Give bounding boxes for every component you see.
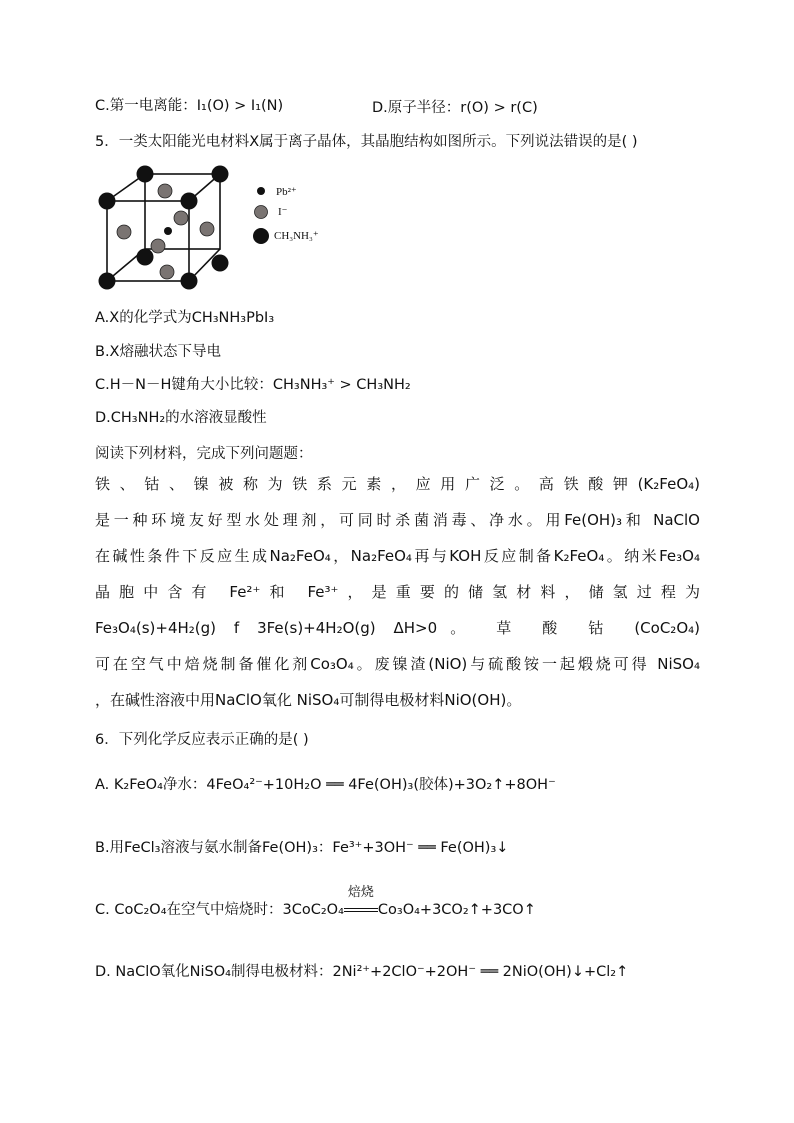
crystal-cell-figure [95,160,335,295]
q6-option-a: A. K₂FeO₄净水：4FeO₄²⁻+10H₂O ══ 4Fe(OH)₃(胶体)+3O₂↑+8OH⁻ [95,777,556,793]
reading-line: 可在空气中焙烧制备催化剂Co₃O₄。废镍渣(NiO)与硫酸铵一起煅烧可得 NiSO₄ [95,655,700,673]
pb-ion [164,227,172,235]
reading-passage [95,466,700,718]
q5-option-d: D.CH₃NH₂的水溶液显酸性 [95,410,267,426]
q4-option-c: C.第一电离能：I₁(O) > I₁(N) [95,98,284,114]
q6-option-c-right: Co₃O₄+3CO₂↑+3CO↑ [377,902,536,918]
q6-option-d: D. NaClO氧化NiSO₄制得电极材料：2Ni²⁺+2ClO⁻+2OH⁻ ══ 2NiO(OH)↓+Cl₂↑ [95,964,629,980]
q6-option-c-condition: 焙烧 [347,885,374,900]
q6-option-c [95,885,536,920]
q6-option-c-left: C. CoC₂O₄在空气中焙烧时：3CoC₂O₄ [95,902,344,918]
q5-option-b: B.X熔融状态下导电 [95,344,221,360]
q4-option-d: D.原子半径：r(O) > r(C) [372,100,538,116]
legend-pb-symbol [257,187,265,195]
q6-option-b: B.用FeCl₃溶液与氨水制备Fe(OH)₃：Fe³⁺+3OH⁻ ══ Fe(OH)₃↓ [95,840,509,856]
reading-line: Fe₃O₄(s)+4H₂(g) f 3Fe(s)+4H₂O(g) ΔH>0。 草 酸 钴 (CoC₂O₄) [95,619,700,637]
legend-i-label: I⁻ [278,206,288,218]
q5-option-a: A.X的化学式为CH₃NH₃PbI₃ [95,310,275,326]
reading-line: 铁、钴、镍被称为铁系元素，应用广泛。高铁酸钾(K₂FeO₄) [95,475,700,493]
legend-ch3nh3-symbol [253,228,269,244]
q6-option-c-equals [344,908,378,912]
legend-i-symbol [255,206,268,219]
q6-stem: 6．下列化学反应表示正确的是( ) [95,732,309,748]
reading-line: ，在碱性溶液中用NaClO氧化 NiSO₄可制得电极材料NiO(OH)。 [95,691,522,709]
legend-pb-label: Pb²⁺ [276,186,297,198]
q5-stem: 5．一类太阳能光电材料X属于离子晶体，其晶胞结构如图所示。下列说法错误的是( ) [95,134,638,150]
reading-line: 晶胞中含有 Fe²⁺和 Fe³⁺，是重要的储氢材料，储氢过程为 [95,583,700,601]
reading-intro: 阅读下列材料，完成下列问题题： [95,446,313,462]
reading-line: 在碱性条件下反应生成Na₂FeO₄，Na₂FeO₄再与KOH反应制备K₂FeO₄。纳米Fe₃O₄ [95,547,700,565]
reading-line: 是一种环境友好型水处理剂，可同时杀菌消毒、净水。用Fe(OH)₃和 NaClO [95,511,700,529]
q5-option-c: C.H－N－H键角大小比较：CH₃NH₃⁺ > CH₃NH₂ [95,377,411,393]
legend-ch3nh3-label: CH₃NH₃⁺ [274,230,319,242]
